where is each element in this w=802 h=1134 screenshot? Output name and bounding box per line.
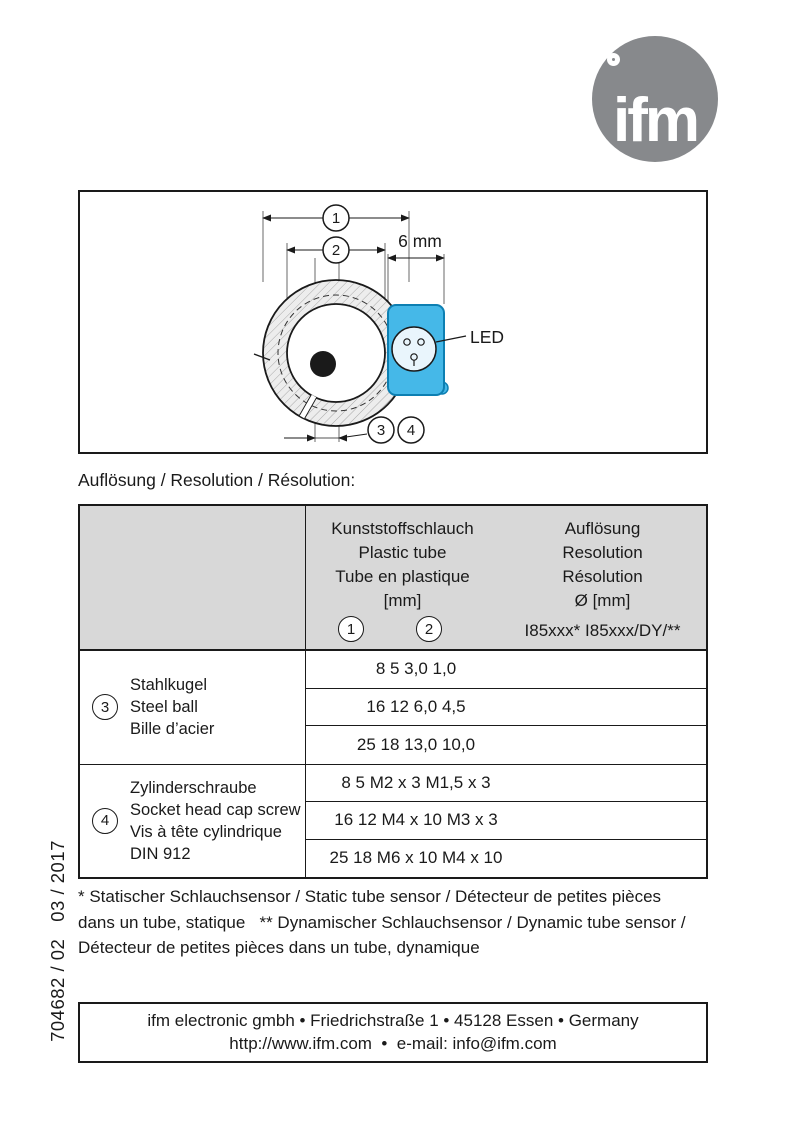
table-header	[80, 506, 706, 651]
table-row: 16 12 M4 x 10 M3 x 3	[306, 802, 706, 840]
circled-4: 4	[92, 808, 118, 834]
ifm-logo	[592, 36, 718, 162]
logo-degree-icon	[607, 53, 620, 66]
footnote-line: Détecteur de petites pièces dans un tube, dynamique	[78, 938, 480, 957]
footnote-line: * Statischer Schlauchsensor / Static tube sensor / Détecteur de petites pièces	[78, 887, 662, 906]
sensor-diagram	[80, 192, 706, 452]
sensor-body	[388, 305, 448, 395]
table-group-cap-screw	[80, 765, 706, 878]
dimension-1	[263, 205, 409, 231]
footer-address-box	[78, 1002, 708, 1063]
circled-2: 2	[416, 616, 442, 642]
footnote-line: dans un tube, statique ** Dynamischer Schlauchsensor / Dynamic tube sensor /	[78, 912, 686, 932]
company-address: ifm electronic gmbh • Friedrichstraße 1 • 45128 Essen • Germany	[147, 1011, 639, 1030]
footnote	[78, 884, 686, 961]
table-row: 16 12 6,0 4,5	[306, 689, 706, 727]
resolution-table	[78, 504, 708, 879]
dimension-1-label: 1	[331, 210, 341, 227]
document-number-vertical: 704682 / 02 03 / 2017	[47, 840, 68, 1042]
logo-text: ifm	[613, 86, 697, 155]
table-header-data	[306, 506, 706, 649]
resolution-column-header: Auflösung Resolution Résolution Ø [mm]	[562, 519, 643, 610]
circled-3: 3	[92, 694, 118, 720]
dimension-4-label: 4	[406, 422, 416, 439]
dimension-6mm	[388, 231, 444, 258]
led-label: LED	[470, 327, 505, 347]
table-subheader	[306, 613, 706, 649]
dimension-6mm-label: 6 mm	[398, 231, 442, 251]
resolution-heading: Auflösung / Resolution / Résolution:	[78, 470, 356, 490]
company-contact: http://www.ifm.com • e-mail: info@ifm.com	[229, 1034, 557, 1053]
circled-1: 1	[338, 616, 364, 642]
tube-column-header: Kunststoffschlauch Plastic tube Tube en plastique [mm]	[331, 519, 474, 610]
group-label-steel-ball: 3 Stahlkugel Steel ball Bille d’acier	[80, 651, 306, 764]
table-header-empty-cell	[80, 506, 306, 649]
table-row: 8 5 M2 x 3 M1,5 x 3	[306, 765, 706, 803]
sensor-diagram-box	[78, 190, 708, 454]
table-row: 8 5 3,0 1,0	[306, 651, 706, 689]
dimension-2-label: 2	[331, 242, 341, 259]
steel-ball	[310, 351, 336, 377]
dimension-2	[287, 237, 385, 263]
table-group-steel-ball	[80, 651, 706, 765]
sensor-type-columns: I85xxx* I85xxx/DY/**	[524, 621, 681, 640]
table-row: 25 18 M6 x 10 M4 x 10	[329, 848, 503, 868]
dimension-3-label: 3	[376, 422, 386, 439]
table-row: 25 18 13,0 10,0	[356, 734, 476, 754]
group-label-cap-screw: 4 Zylinderschraube Socket head cap screw Vis à tête cylindrique DIN 912	[80, 765, 306, 878]
sensor-ring	[254, 280, 409, 426]
